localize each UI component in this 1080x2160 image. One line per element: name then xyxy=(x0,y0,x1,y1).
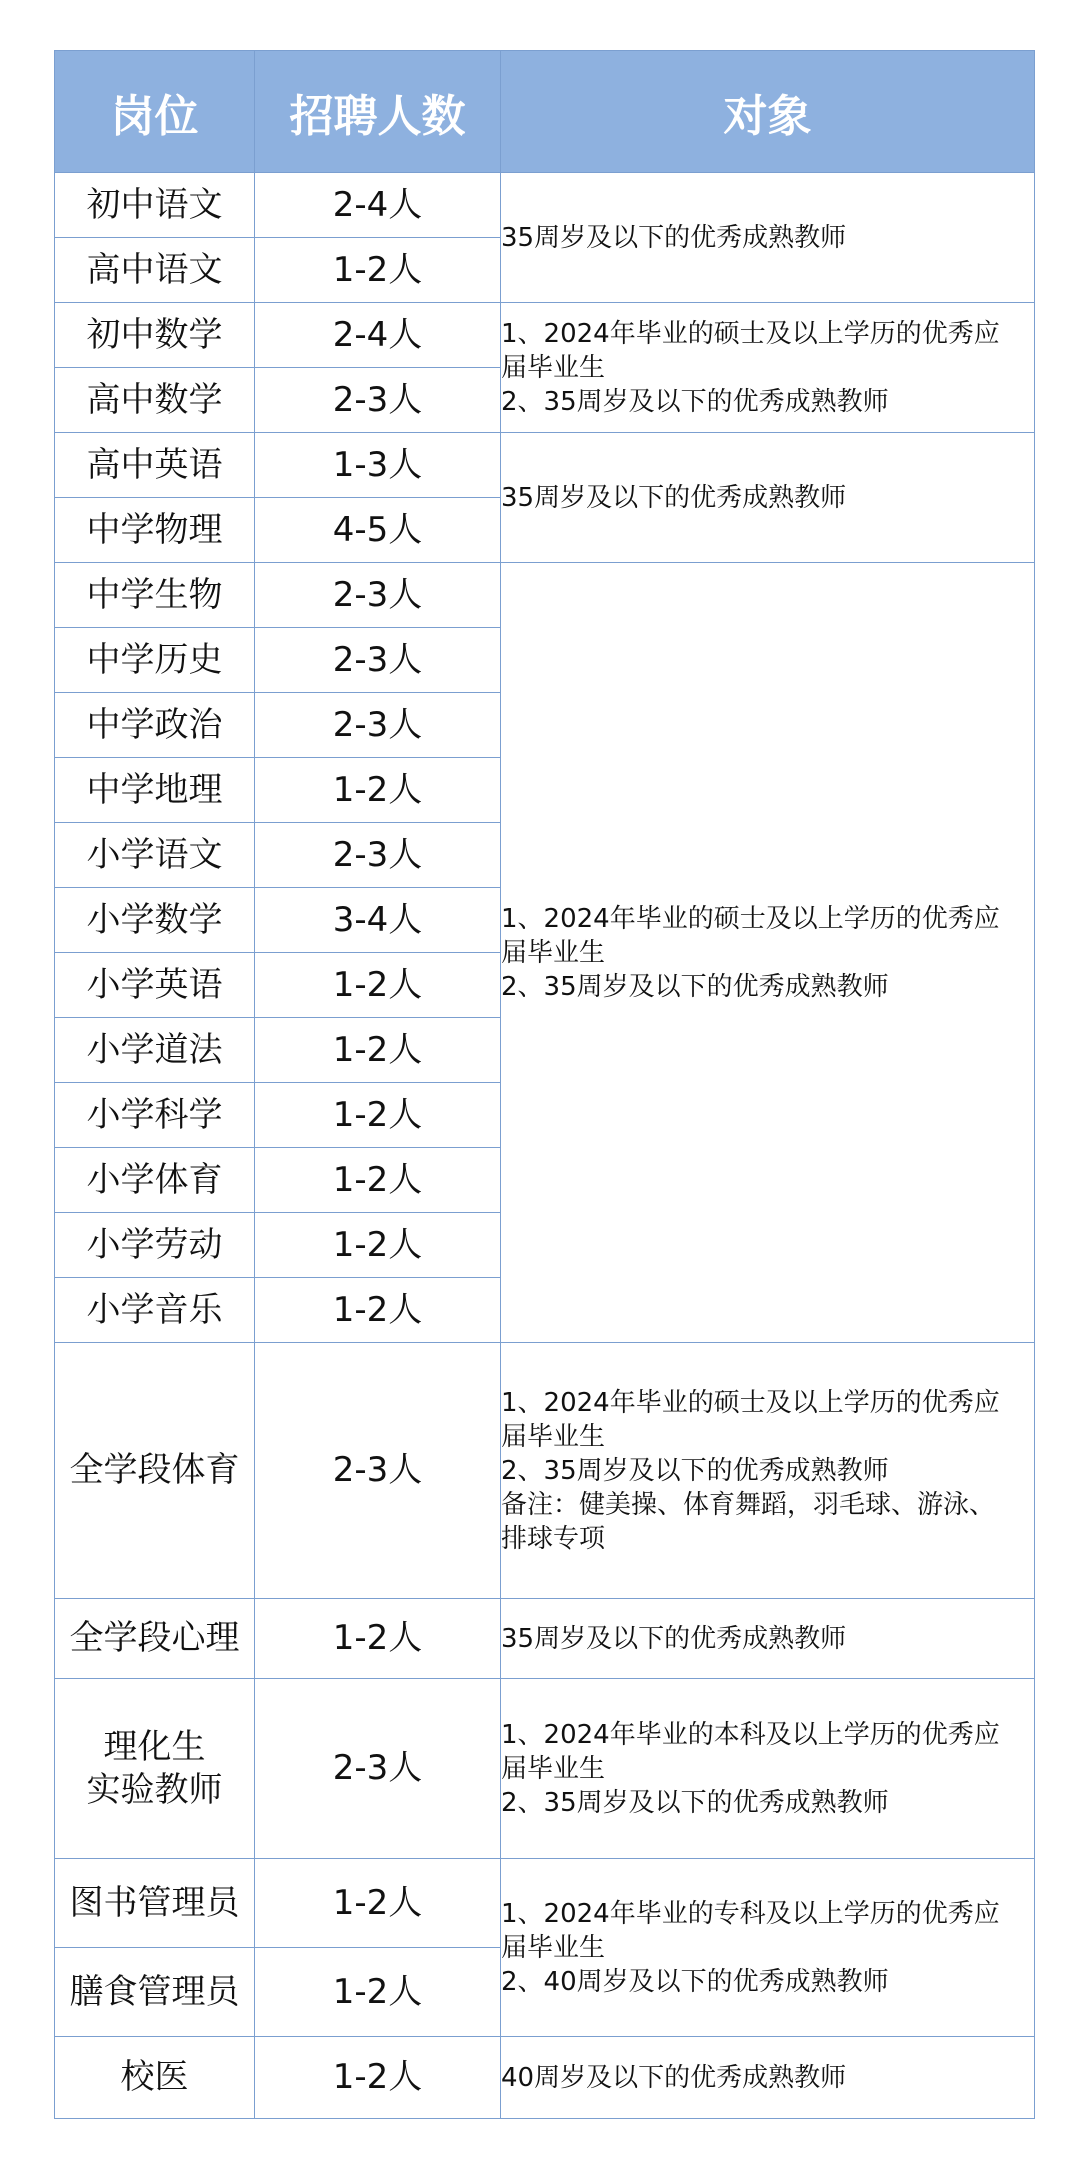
position-cell: 膳食管理员 xyxy=(55,1948,255,2037)
count-cell: 1-2人 xyxy=(255,1599,501,1679)
count-cell: 2-4人 xyxy=(255,173,501,238)
count-cell: 3-4人 xyxy=(255,888,501,953)
position-cell: 高中英语 xyxy=(55,433,255,498)
position-cell: 图书管理员 xyxy=(55,1859,255,1948)
target-cell xyxy=(501,173,1035,303)
target-line: 1、2024年毕业的硕士及以上学历的优秀应 xyxy=(501,318,1000,349)
target-line: 40周岁及以下的优秀成熟教师 xyxy=(501,2062,847,2093)
target-line: 届毕业生 xyxy=(501,1932,606,1963)
table-row xyxy=(55,1599,1035,1679)
header-row xyxy=(55,51,1035,173)
table-row xyxy=(55,1343,1035,1599)
position-cell: 小学语文 xyxy=(55,823,255,888)
position-cell: 中学历史 xyxy=(55,628,255,693)
count-cell: 2-3人 xyxy=(255,1343,501,1599)
target-line: 届毕业生 xyxy=(501,937,606,968)
count-cell: 1-3人 xyxy=(255,433,501,498)
target-line: 1、2024年毕业的硕士及以上学历的优秀应 xyxy=(501,903,1000,934)
target-line: 35周岁及以下的优秀成熟教师 xyxy=(501,1623,847,1654)
position-cell: 高中数学 xyxy=(55,368,255,433)
header-count: 招聘人数 xyxy=(255,51,501,173)
position-cell: 小学体育 xyxy=(55,1148,255,1213)
count-cell: 1-2人 xyxy=(255,1278,501,1343)
position-cell: 初中数学 xyxy=(55,303,255,368)
target-line: 排球专项 xyxy=(501,1523,606,1554)
target-line: 2、35周岁及以下的优秀成熟教师 xyxy=(501,1455,889,1486)
position-cell: 中学物理 xyxy=(55,498,255,563)
target-line: 2、40周岁及以下的优秀成熟教师 xyxy=(501,1966,889,1997)
recruitment-table xyxy=(54,50,1035,2119)
position-cell: 小学劳动 xyxy=(55,1213,255,1278)
position-cell: 全学段体育 xyxy=(55,1343,255,1599)
target-cell xyxy=(501,563,1035,1343)
table-row xyxy=(55,1679,1035,1859)
table-row xyxy=(55,303,1035,368)
table-row xyxy=(55,2037,1035,2119)
target-cell xyxy=(501,1599,1035,1679)
target-line: 35周岁及以下的优秀成熟教师 xyxy=(501,222,847,253)
target-line: 2、35周岁及以下的优秀成熟教师 xyxy=(501,1787,889,1818)
count-cell: 1-2人 xyxy=(255,1018,501,1083)
table-row xyxy=(55,563,1035,628)
position-cell: 中学地理 xyxy=(55,758,255,823)
count-cell: 1-2人 xyxy=(255,953,501,1018)
count-cell: 2-3人 xyxy=(255,628,501,693)
target-line: 1、2024年毕业的本科及以上学历的优秀应 xyxy=(501,1719,1000,1750)
table-row xyxy=(55,433,1035,498)
count-cell: 2-3人 xyxy=(255,368,501,433)
position-line: 理化生 xyxy=(103,1727,206,1767)
target-line: 2、35周岁及以下的优秀成熟教师 xyxy=(501,386,889,417)
count-cell: 1-2人 xyxy=(255,1859,501,1948)
target-line: 届毕业生 xyxy=(501,352,606,383)
count-cell: 1-2人 xyxy=(255,1948,501,2037)
target-cell xyxy=(501,1343,1035,1599)
count-cell: 2-3人 xyxy=(255,693,501,758)
target-line: 35周岁及以下的优秀成熟教师 xyxy=(501,482,847,513)
count-cell: 1-2人 xyxy=(255,1148,501,1213)
position-cell: 高中语文 xyxy=(55,238,255,303)
position-cell: 小学科学 xyxy=(55,1083,255,1148)
target-cell xyxy=(501,433,1035,563)
position-cell: 全学段心理 xyxy=(55,1599,255,1679)
target-line: 1、2024年毕业的专科及以上学历的优秀应 xyxy=(501,1898,1000,1929)
table-row xyxy=(55,1859,1035,1948)
count-cell: 1-2人 xyxy=(255,1213,501,1278)
position-cell: 中学政治 xyxy=(55,693,255,758)
count-cell: 2-3人 xyxy=(255,1679,501,1859)
position-cell: 小学道法 xyxy=(55,1018,255,1083)
position-cell: 中学生物 xyxy=(55,563,255,628)
position-line: 实验教师 xyxy=(86,1769,223,1810)
target-line: 1、2024年毕业的硕士及以上学历的优秀应 xyxy=(501,1387,1000,1418)
header-target: 对象 xyxy=(501,51,1035,173)
count-cell: 1-2人 xyxy=(255,1083,501,1148)
target-cell xyxy=(501,303,1035,433)
position-cell: 校医 xyxy=(55,2037,255,2119)
position-cell: 小学英语 xyxy=(55,953,255,1018)
table-row xyxy=(55,173,1035,238)
count-cell: 2-4人 xyxy=(255,303,501,368)
count-cell: 1-2人 xyxy=(255,758,501,823)
target-cell xyxy=(501,2037,1035,2119)
position-cell: 小学音乐 xyxy=(55,1278,255,1343)
count-cell: 2-3人 xyxy=(255,563,501,628)
target-cell xyxy=(501,1859,1035,2037)
target-cell xyxy=(501,1679,1035,1859)
count-cell: 1-2人 xyxy=(255,238,501,303)
count-cell: 2-3人 xyxy=(255,823,501,888)
position-cell xyxy=(55,1679,255,1859)
target-line: 届毕业生 xyxy=(501,1753,606,1784)
target-line: 2、35周岁及以下的优秀成熟教师 xyxy=(501,971,889,1002)
position-cell: 初中语文 xyxy=(55,173,255,238)
count-cell: 4-5人 xyxy=(255,498,501,563)
target-line: 届毕业生 xyxy=(501,1421,606,1452)
header-position: 岗位 xyxy=(55,51,255,173)
position-cell: 小学数学 xyxy=(55,888,255,953)
count-cell: 1-2人 xyxy=(255,2037,501,2119)
target-line: 备注：健美操、体育舞蹈，羽毛球、游泳、 xyxy=(501,1489,996,1520)
